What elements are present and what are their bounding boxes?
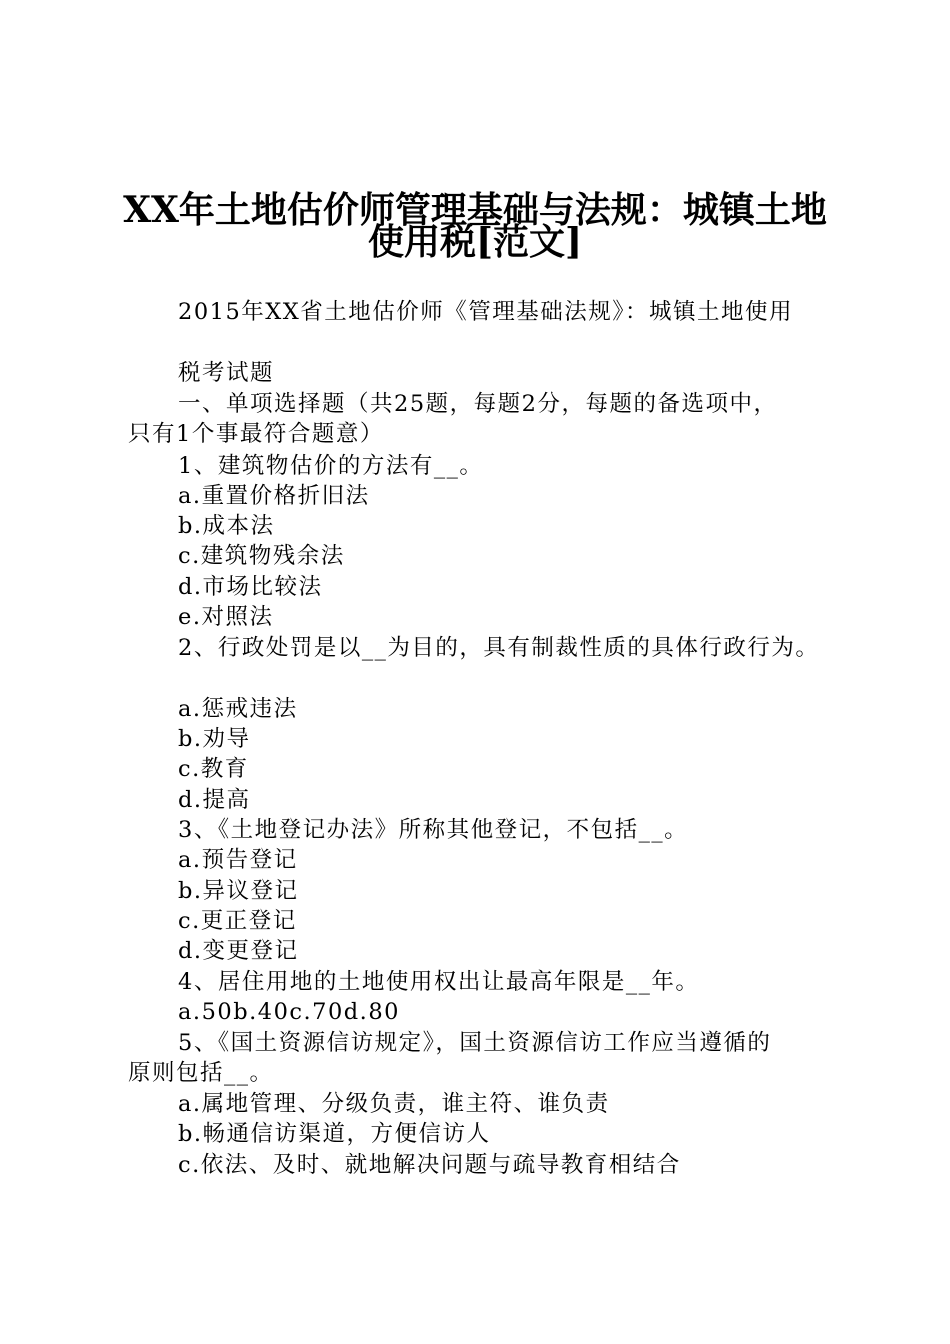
question-5-option-a: a.属地管理、分级负责，谁主符、谁负责 [178,1091,610,1117]
document-title-line-2: 使用税[范文] [367,221,583,263]
question-5-option-b: b.畅通信访渠道，方便信访人 [178,1121,491,1147]
question-3-option-a: a.预告登记 [178,847,298,873]
question-4-options: a.50b.40c.70d.80 [178,999,400,1025]
section-heading-line-1: 一、单项选择题（共25题，每题2分，每题的备选项中， [178,391,778,417]
question-2-option-c: c.教育 [178,756,249,782]
question-3-option-c: c.更正登记 [178,908,297,934]
question-1-option-c: c.建筑物残余法 [178,543,345,569]
question-2-stem: 2、行政处罚是以__为目的，具有制裁性质的具体行政行为。 [178,635,820,661]
question-1-option-e: e.对照法 [178,604,274,630]
question-1-option-b: b.成本法 [178,513,275,539]
question-5-stem-line-1: 5、《国土资源信访规定》，国土资源信访工作应当遵循的 [178,1030,772,1056]
document-title-line-1: XX年土地估价师管理基础与法规：城镇土地 [123,189,827,231]
question-5-option-c: c.依法、及时、就地解决问题与疏导教育相结合 [178,1152,681,1178]
question-3-option-b: b.异议登记 [178,878,299,904]
question-3-stem: 3、《土地登记办法》所称其他登记，不包括__。 [178,817,689,843]
subtitle-line-1: 2015年XX省土地估价师《管理基础法规》：城镇土地使用 [178,299,794,325]
question-2-option-a: a.惩戒违法 [178,696,298,722]
question-5-stem-line-2: 原则包括__。 [128,1060,274,1086]
question-1-stem: 1、建筑物估价的方法有__。 [178,453,484,479]
question-2-option-d: d.提高 [178,787,251,813]
subtitle-line-2: 税考试题 [178,360,275,386]
question-3-option-d: d.变更登记 [178,938,299,964]
question-4-stem: 4、居住用地的土地使用权出让最高年限是__年。 [178,969,700,995]
question-1-option-a: a.重置价格折旧法 [178,483,370,509]
section-heading-line-2: 只有1个事最符合题意） [128,421,384,447]
question-2-option-b: b.劝导 [178,726,251,752]
question-1-option-d: d.市场比较法 [178,574,323,600]
